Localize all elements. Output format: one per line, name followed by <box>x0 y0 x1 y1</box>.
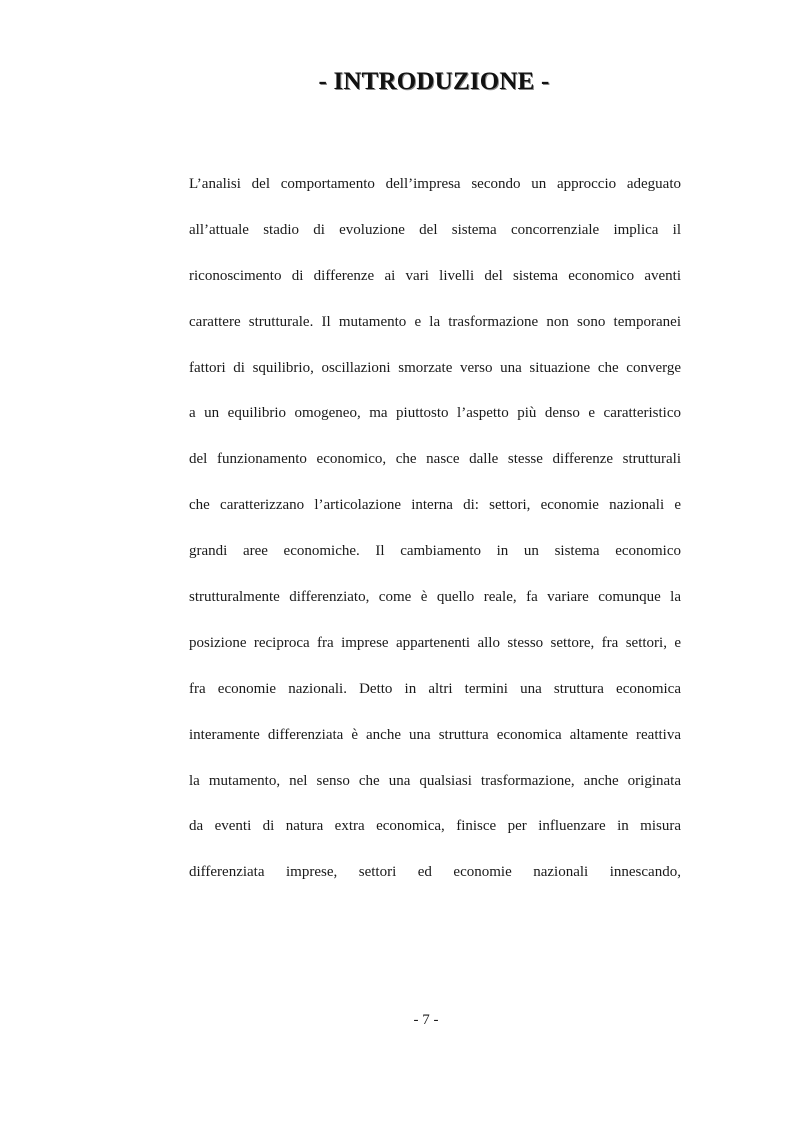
paragraph-word: imprese, <box>286 864 338 881</box>
paragraph-line: strutturalmente differenziato, come è quello reale, fa variare comunque la <box>189 589 681 606</box>
paragraph-word: settori <box>358 864 397 881</box>
paragraph-line: la mutamento, nel senso che una qualsiasi trasformazione, anche originata <box>189 772 681 789</box>
paragraph-line: a un equilibrio omogeneo, ma piuttosto l’aspetto più denso e caratteristico <box>189 405 681 422</box>
paragraph-word: economie <box>453 864 512 881</box>
paragraph-word: differenziata <box>189 864 265 881</box>
paragraph-line: carattere strutturale. Il mutamento e la trasformazione non sono temporanei <box>189 313 681 330</box>
body-paragraph <box>189 170 681 904</box>
paragraph-line: L’analisi del comportamento dell’impresa secondo un approccio adeguato <box>189 176 681 192</box>
paragraph-line: grandi aree economiche. Il cambiamento in un sistema economico <box>189 543 681 560</box>
paragraph-line: da eventi di natura extra economica, finisce per influenzare in misura <box>189 818 681 835</box>
paragraph-line <box>189 858 681 904</box>
paragraph-word: innescando, <box>609 864 681 881</box>
paragraph-line: riconoscimento di differenze ai vari livelli del sistema economico aventi <box>189 267 681 284</box>
paragraph-line: all’attuale stadio di evoluzione del sistema concorrenziale implica il <box>189 221 681 238</box>
paragraph-line: fra economie nazionali. Detto in altri termini una struttura economica <box>189 680 681 697</box>
paragraph-line: del funzionamento economico, che nasce dalle stesse differenze strutturali <box>189 451 681 468</box>
page-number: - 7 - <box>413 1012 439 1028</box>
paragraph-line: interamente differenziata è anche una struttura economica altamente reattiva <box>189 726 681 743</box>
paragraph-word: nazionali <box>533 864 589 881</box>
paragraph-word: ed <box>417 864 432 881</box>
paragraph-line: che caratterizzano l’articolazione interna di: settori, economie nazionali e <box>189 497 681 514</box>
chapter-title: - INTRODUZIONE - <box>318 68 550 95</box>
paragraph-line: fattori di squilibrio, oscillazioni smorzate verso una situazione che converge <box>189 359 681 376</box>
paragraph-line: posizione reciproca fra imprese appartenenti allo stesso settore, fra settori, e <box>189 634 681 651</box>
